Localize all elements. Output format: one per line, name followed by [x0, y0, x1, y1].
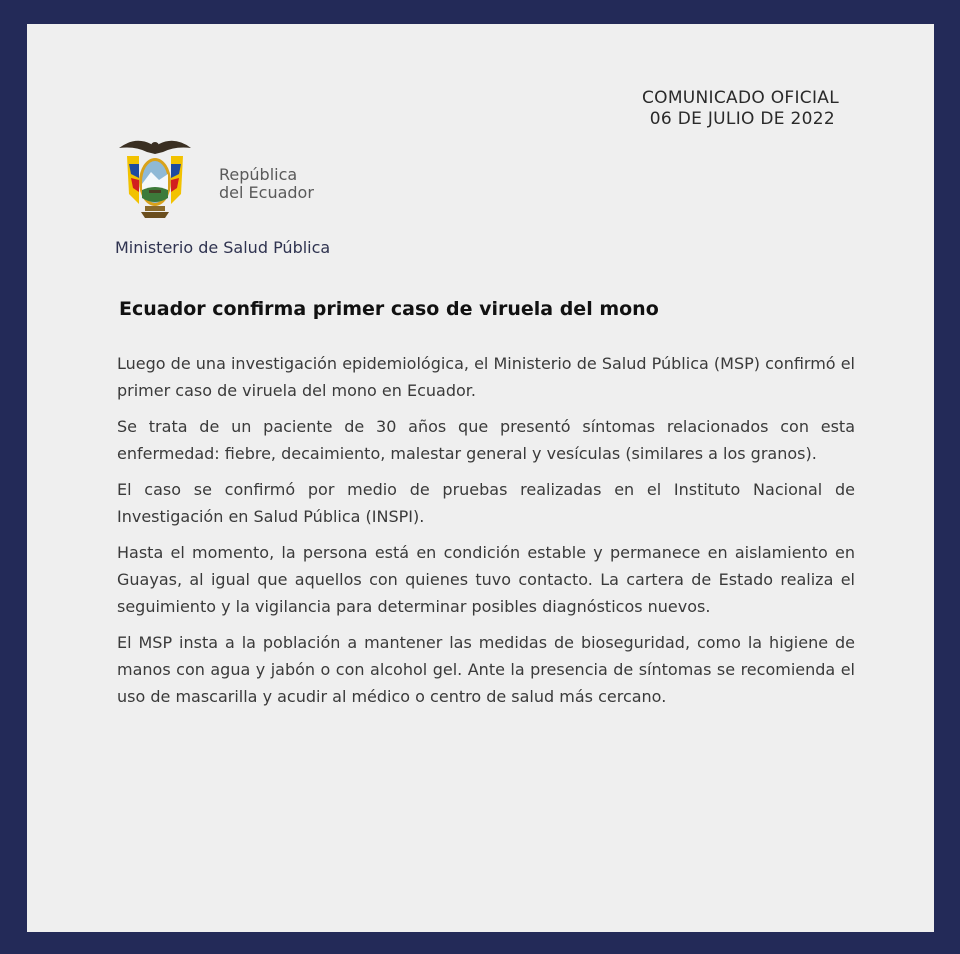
paragraph: El MSP insta a la población a mantener las medidas de bioseguridad, como la higiene de manos con agua y jabón o con alcohol gel. Ante la presencia de síntomas se recomienda el uso de mascarilla y acudir al médico o centro de salud más cercano. — [117, 633, 855, 706]
ministry-name: Ministerio de Salud Pública — [115, 238, 331, 257]
logo-line-1: República — [219, 165, 298, 184]
communique-date: 06 DE JULIO DE 2022 — [649, 109, 835, 129]
logo-text — [219, 166, 314, 202]
communique-title: Ecuador confirma primer caso de viruela del mono — [119, 298, 659, 320]
document-card — [27, 24, 934, 932]
paragraph: Luego de una investigación epidemiológica, el Ministerio de Salud Pública (MSP) confirmó el primer caso de viruela del mono en Ecuador. — [117, 354, 855, 400]
paragraph: El caso se confirmó por medio de pruebas realizadas en el Instituto Nacional de Investigación en Salud Pública (INSPI). — [117, 480, 855, 526]
government-logo — [115, 134, 315, 229]
header-block — [642, 88, 839, 130]
coat-of-arms-icon — [115, 134, 195, 226]
logo-line-2: del Ecuador — [219, 183, 314, 202]
paragraph: Hasta el momento, la persona está en condición estable y permanece en aislamiento en Guayas, al igual que aquellos con quienes tuvo contacto. La cartera de Estado realiza el seguimiento y la vigilancia para determinar posibles diagnósticos nuevos. — [117, 543, 855, 616]
communique-label: COMUNICADO OFICIAL — [641, 88, 839, 108]
paragraph: Se trata de un paciente de 30 años que presentó síntomas relacionados con esta enfermedad: fiebre, decaimiento, malestar general y vesículas (similares a los granos). — [117, 417, 855, 463]
communique-body — [117, 350, 855, 719]
